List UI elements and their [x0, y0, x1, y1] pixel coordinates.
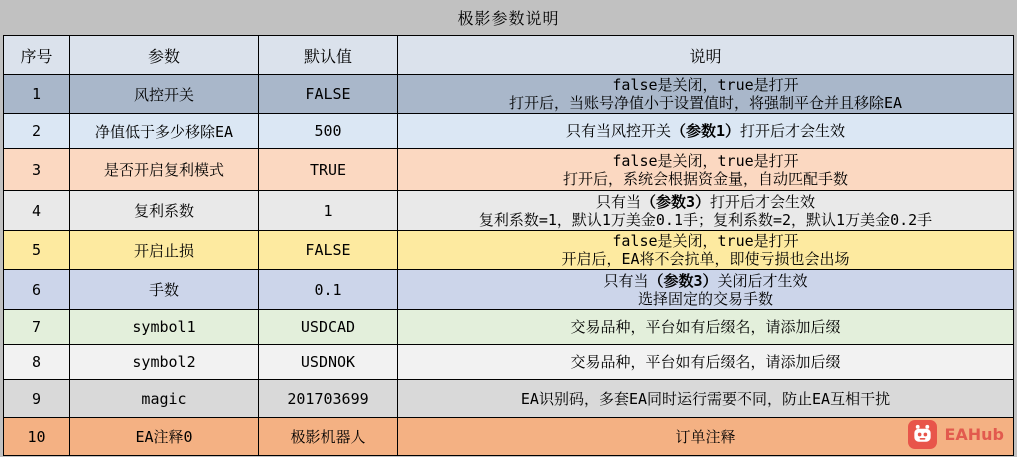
cell-default-value: 201703699	[259, 380, 398, 418]
description-line: false是关闭，true是打开	[612, 76, 799, 94]
description-line: 打开后，系统会根据资金量，自动匹配手数	[562, 169, 848, 188]
table-row	[4, 345, 1014, 380]
cell-index: 2	[4, 114, 70, 149]
cell-index: 3	[4, 149, 70, 191]
header-param: 参数	[70, 36, 259, 75]
description-line: 只有当（参数3）关闭后才生效	[603, 271, 808, 290]
table-row	[4, 114, 1014, 149]
cell-default-value: TRUE	[259, 149, 398, 191]
cell-param: 是否开启复利模式	[70, 149, 259, 191]
cell-index: 9	[4, 380, 70, 418]
description-line: 打开后，当账号净值小于设置值时，将强制平仓并且移除EA	[508, 94, 903, 112]
cell-index: 4	[4, 191, 70, 231]
description-line: false是关闭，true是打开	[612, 232, 799, 250]
sheet-title: 极影参数说明	[3, 2, 1014, 35]
cell-default-value: 500	[259, 114, 398, 149]
cell-description	[398, 270, 1014, 310]
cell-default-value: 0.1	[259, 270, 398, 310]
cell-default-value: 极影机器人	[259, 418, 398, 456]
cell-description	[398, 75, 1014, 114]
cell-description	[398, 149, 1014, 191]
cell-description	[398, 310, 1014, 345]
cell-default-value: 1	[259, 191, 398, 231]
table-row	[4, 270, 1014, 310]
description-line: EA识别码，多套EA同时运行需要不同，防止EA互相干扰	[520, 389, 891, 408]
header-default: 默认值	[259, 36, 398, 75]
table-body	[4, 75, 1014, 456]
description-line: 开启后，EA将不会抗单，即使亏损也会出场	[561, 250, 850, 268]
cell-param: 手数	[70, 270, 259, 310]
cell-default-value: FALSE	[259, 75, 398, 114]
cell-param: 开启止损	[70, 231, 259, 270]
cell-param: 复利系数	[70, 191, 259, 231]
cell-index: 5	[4, 231, 70, 270]
eahub-logo-text: EAHub	[944, 425, 1004, 444]
cell-param: symbol1	[70, 310, 259, 345]
table-row	[4, 191, 1014, 231]
description-line: 交易品种，平台如有后缀名，请添加后缀	[570, 353, 841, 371]
cell-default-value: FALSE	[259, 231, 398, 270]
cell-description	[398, 345, 1014, 380]
table-row	[4, 418, 1014, 456]
table-row	[4, 231, 1014, 270]
cell-description	[398, 380, 1014, 418]
header-index: 序号	[4, 36, 70, 75]
eahub-logo	[908, 420, 1004, 449]
cell-default-value: USDCAD	[259, 310, 398, 345]
table-row	[4, 310, 1014, 345]
eahub-robot-icon	[908, 420, 937, 449]
cell-index: 8	[4, 345, 70, 380]
parameter-sheet	[3, 0, 1014, 456]
description-line: 只有当风控开关（参数1）打开后才会生效	[565, 122, 846, 140]
table-row	[4, 75, 1014, 114]
cell-param: 风控开关	[70, 75, 259, 114]
table-row	[4, 149, 1014, 191]
cell-param: EA注释0	[70, 418, 259, 456]
cell-param: magic	[70, 380, 259, 418]
description-line: false是关闭，true是打开	[612, 151, 799, 170]
cell-index: 10	[4, 418, 70, 456]
table-header	[4, 36, 1014, 75]
cell-description	[398, 191, 1014, 231]
cell-param: symbol2	[70, 345, 259, 380]
description-line: 订单注释	[675, 427, 736, 446]
cell-index: 1	[4, 75, 70, 114]
cell-index: 6	[4, 270, 70, 310]
header-row	[4, 36, 1014, 75]
parameter-table	[3, 35, 1014, 456]
cell-description	[398, 114, 1014, 149]
cell-default-value: USDNOK	[259, 345, 398, 380]
description-line: 复利系数=1，默认1万美金0.1手；复利系数=2，默认1万美金0.2手	[478, 210, 933, 229]
cell-param: 净值低于多少移除EA	[70, 114, 259, 149]
table-row	[4, 380, 1014, 418]
description-line: 选择固定的交易手数	[637, 289, 773, 308]
header-desc: 说明	[398, 36, 1014, 75]
description-line: 只有当（参数3）打开后才会生效	[595, 192, 816, 211]
description-line: 交易品种，平台如有后缀名，请添加后缀	[570, 318, 841, 336]
cell-index: 7	[4, 310, 70, 345]
cell-description	[398, 231, 1014, 270]
